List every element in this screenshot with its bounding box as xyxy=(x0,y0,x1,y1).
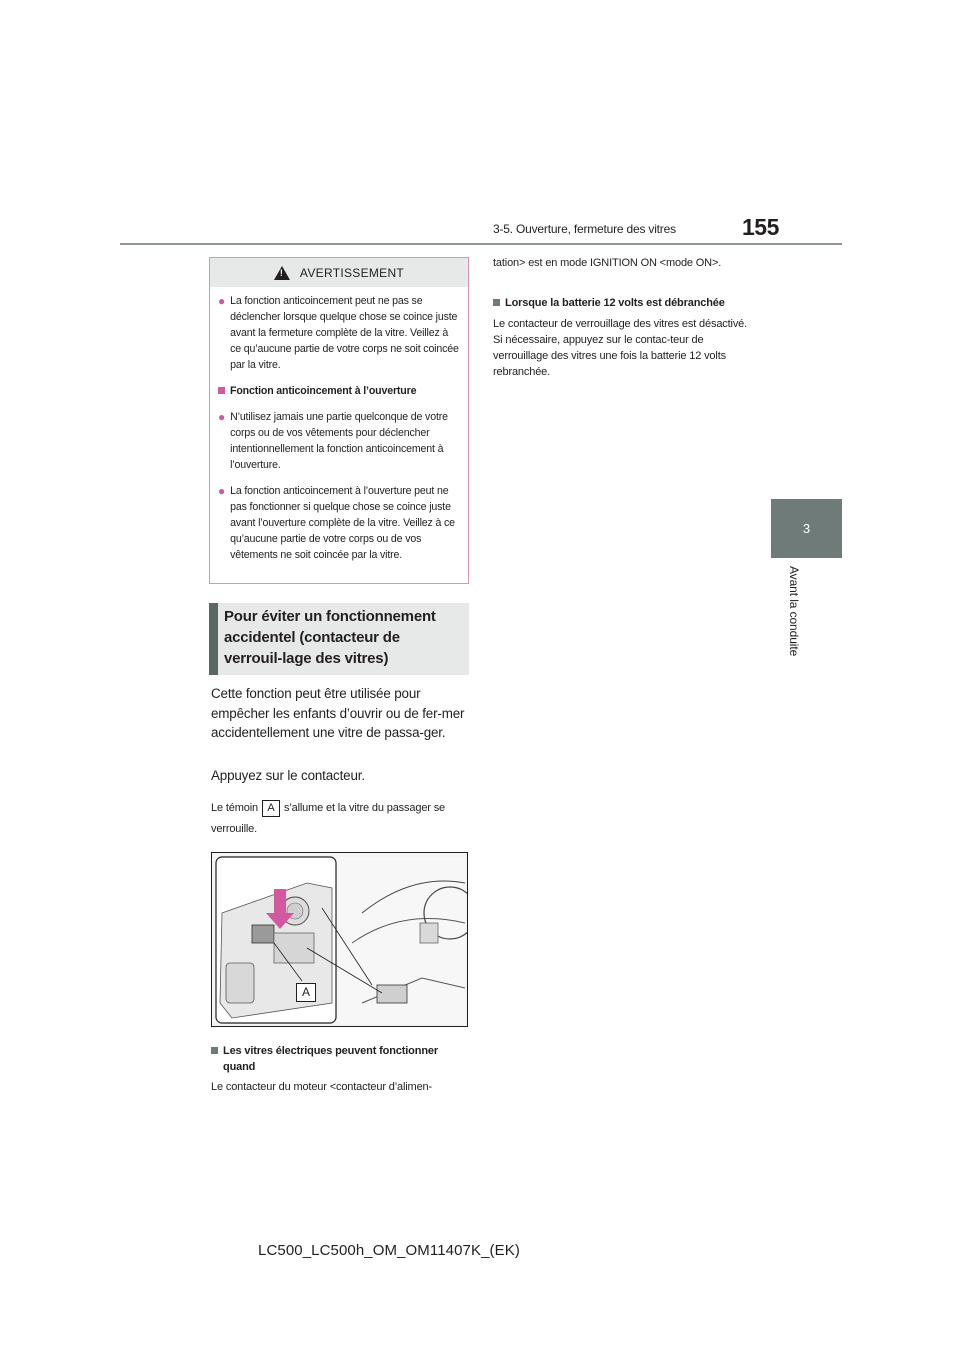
warning-title: AVERTISSEMENT xyxy=(299,265,405,280)
warning-box xyxy=(209,257,469,584)
bullet-dot-icon: ● xyxy=(218,410,226,424)
bullet-dot-icon: ● xyxy=(218,294,226,308)
switch-panel-drawing xyxy=(212,853,468,1027)
section-heading: Pour éviter un fonctionnement accidentel (contacteur de verrouil-lage des vitres) xyxy=(209,603,469,675)
warning-bullet-text: La fonction anticoincement peut ne pas se déclencher lorsque quelque chose se coince juste avant la fermeture complète de la vitre. Veillez à ce qu’aucune partie de votre corps ne soit coincée par la vitre. xyxy=(230,295,459,371)
indicator-text-after: s’allume et la vitre du passager se verrouille. xyxy=(211,802,446,835)
warning-bullet-text: N’utilisez jamais une partie quelconque de votre corps ou de vos vêtements pour déclencher intentionnellement la fonction anticoincement à l’ouverture. xyxy=(230,411,448,471)
note-heading-text: Les vitres électriques peuvent fonctionner quand xyxy=(223,1045,438,1073)
note-heading xyxy=(493,295,753,311)
warning-bullet xyxy=(218,483,460,563)
warning-icon xyxy=(274,266,290,280)
note-heading-text: Lorsque la batterie 12 volts est débranchée xyxy=(505,297,725,309)
running-header-section: 3-5. Ouverture, fermeture des vitres xyxy=(493,222,676,236)
figure-callout-a: A xyxy=(296,983,316,1002)
body-paragraph: Appuyez sur le contacteur. xyxy=(211,768,365,783)
page-number: 155 xyxy=(742,214,779,240)
indicator-text-before: Le témoin xyxy=(211,802,258,814)
header-divider xyxy=(120,243,842,245)
document-code: LC500_LC500h_OM_OM11407K_(EK) xyxy=(258,1242,520,1259)
chapter-number: 3 xyxy=(802,521,811,536)
indicator-label: A xyxy=(262,800,280,817)
square-bullet-icon xyxy=(218,387,225,394)
warning-bullet xyxy=(218,409,460,473)
bullet-dot-icon: ● xyxy=(218,484,226,498)
note-text: Le contacteur de verrouillage des vitres est désactivé. Si nécessaire, appuyez sur le contac-teur de verrouillage des vitres une fois la batterie 12 volts rebranchée. xyxy=(493,318,748,378)
warning-bullet-text: La fonction anticoincement à l’ouverture peut ne pas fonctionner si quelque chose se coince juste avant l’ouverture complète de la vitre. Veillez à ce qu’aucune partie de votre corps ou de vos vêtements ne soit coincée par la vitre. xyxy=(230,485,455,561)
square-bullet-icon xyxy=(493,299,500,306)
note-text: Le contacteur du moteur <contacteur d’alimen- xyxy=(211,1081,433,1093)
warning-subheading xyxy=(218,383,460,399)
chapter-title: Avant la conduite xyxy=(787,566,801,657)
body-paragraph: Cette fonction peut être utilisée pour empêcher les enfants d’ouvrir ou de fer-mer accidentellement une vitre de passa-ger. xyxy=(211,686,465,740)
chapter-tab[interactable] xyxy=(771,499,842,558)
square-bullet-icon xyxy=(211,1047,218,1054)
warning-subheading-text: Fonction anticoincement à l’ouverture xyxy=(230,385,417,397)
indicator-paragraph xyxy=(211,798,471,840)
warning-bullet xyxy=(218,293,460,373)
window-lock-switch-illustration xyxy=(211,852,468,1027)
note-text-continued: tation> est en mode IGNITION ON <mode ON>. xyxy=(493,257,722,269)
note-heading xyxy=(211,1043,471,1075)
warning-header xyxy=(210,258,468,287)
